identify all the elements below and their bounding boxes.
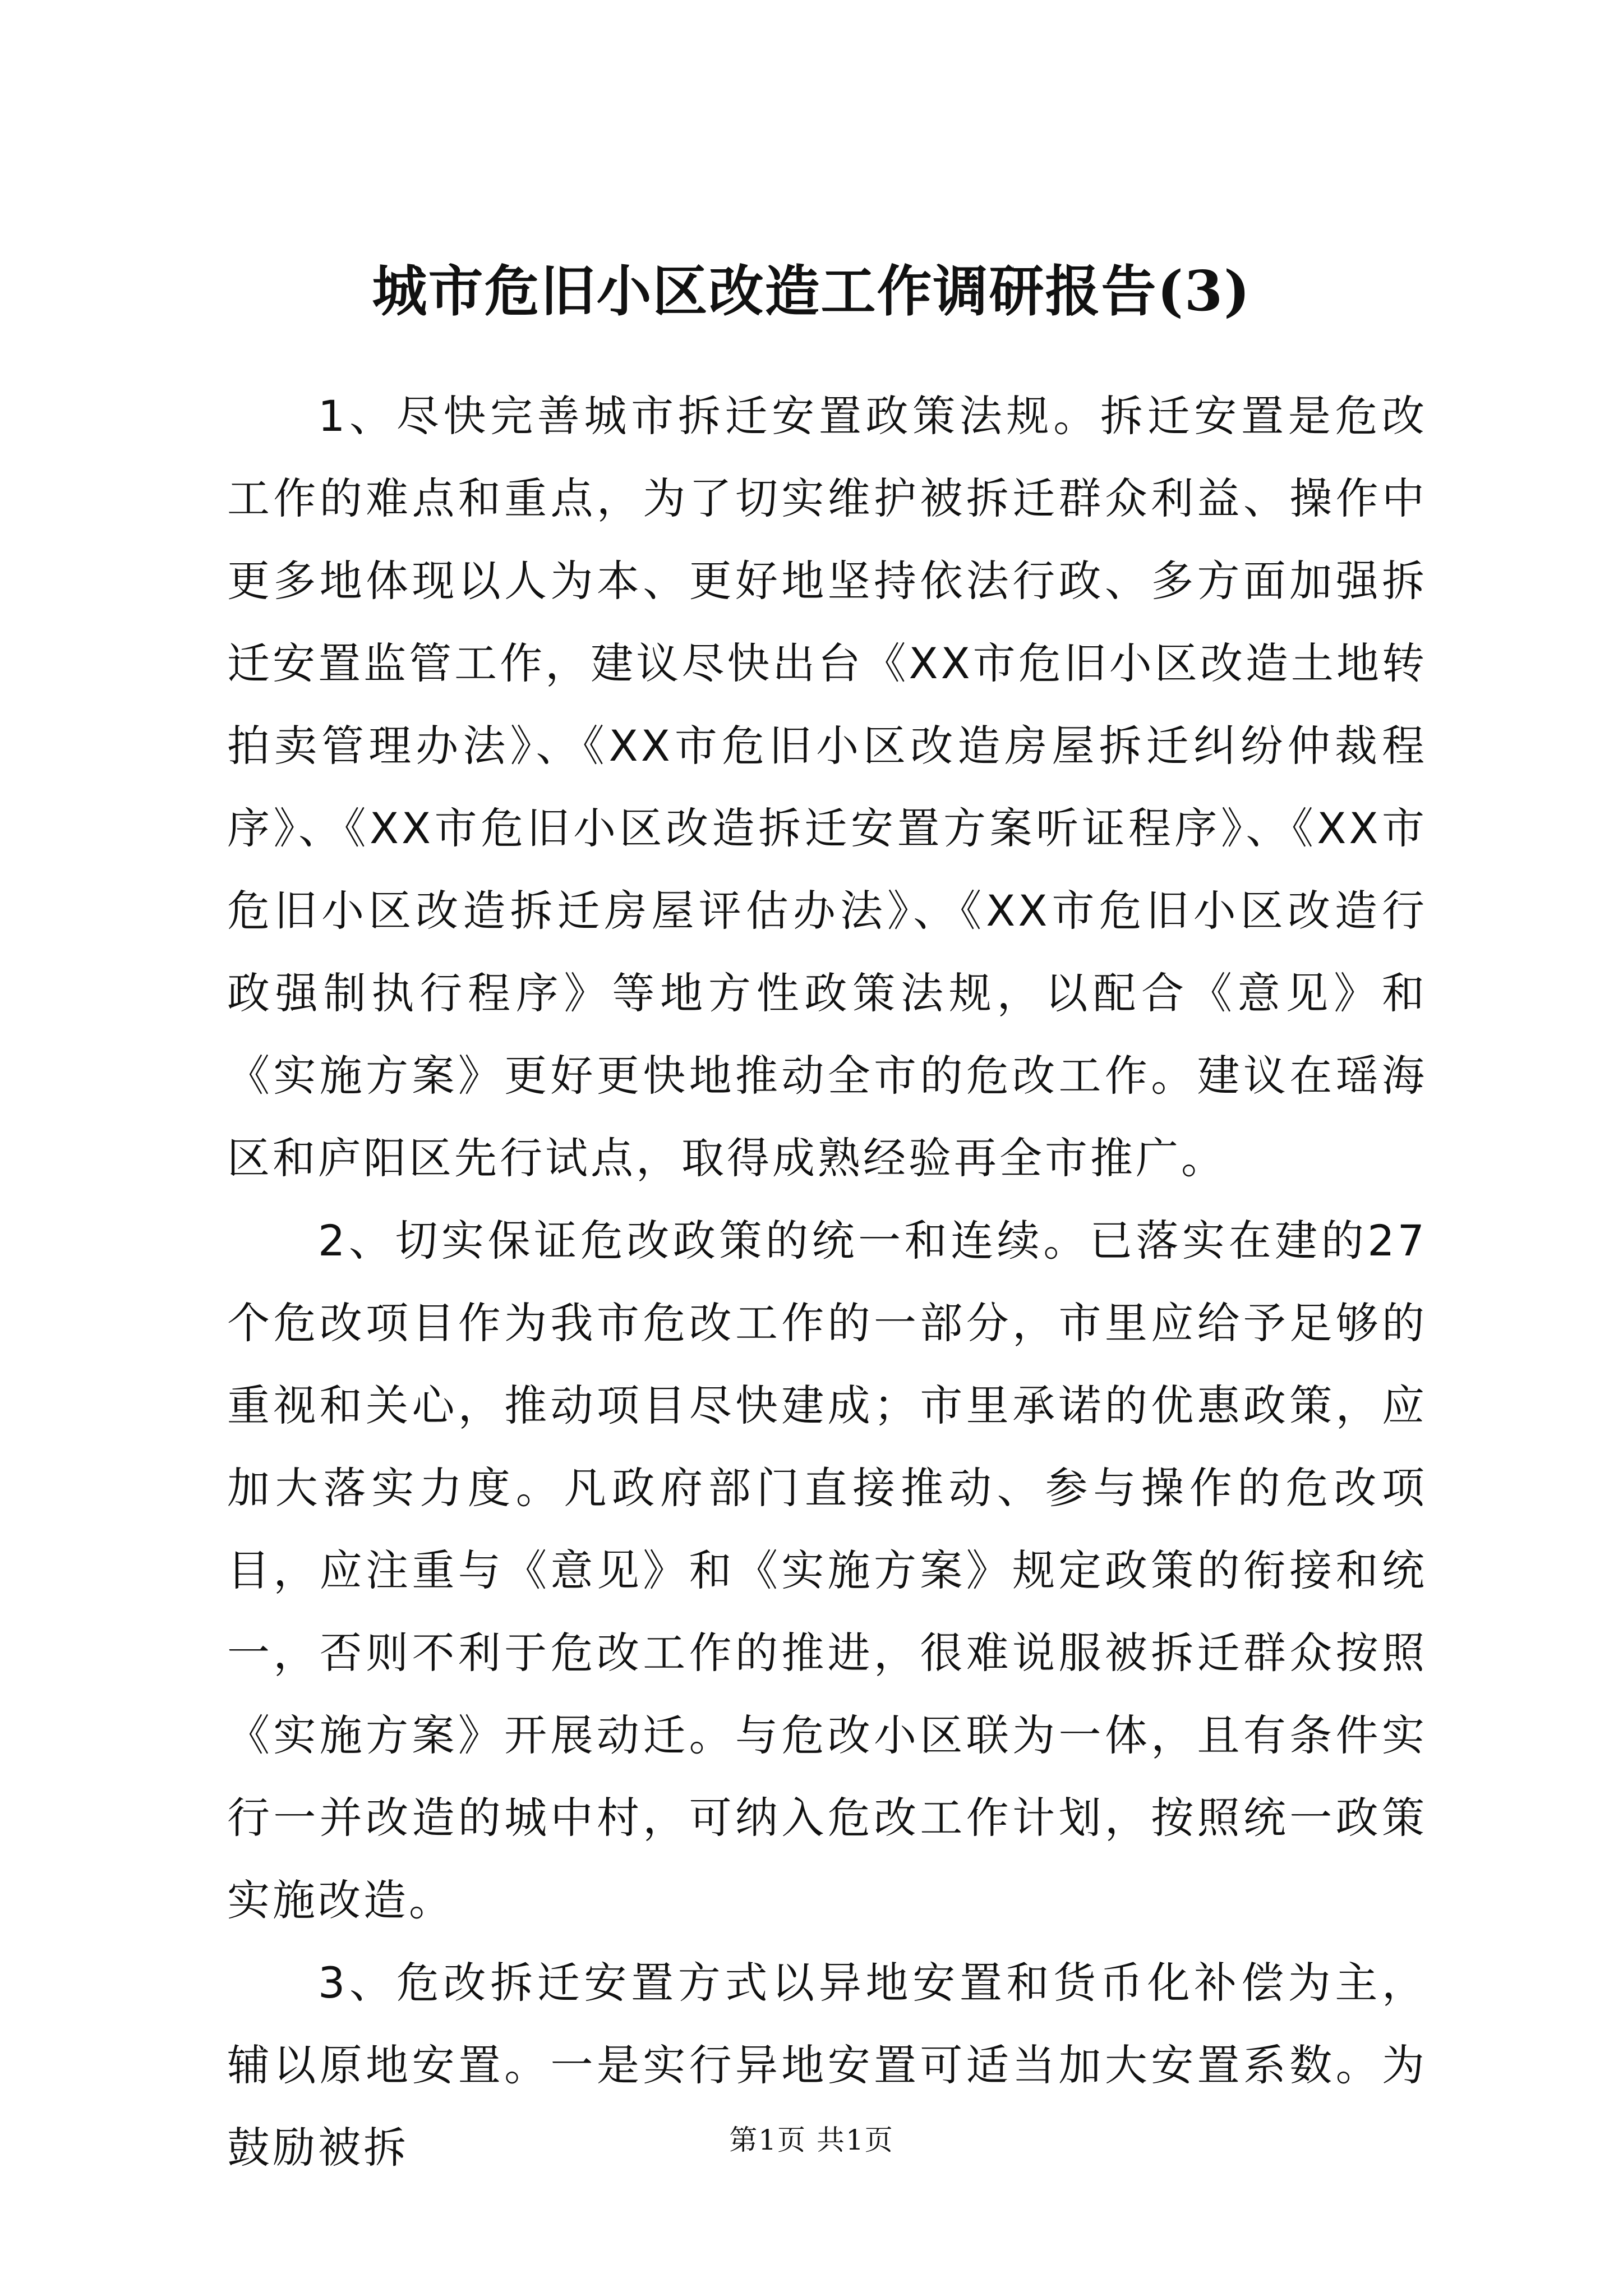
paragraph-1: 1、尽快完善城市拆迁安置政策法规。拆迁安置是危改工作的难点和重点，为了切实维护被拆迁群众利益、操作中更多地体现以人为本、更好地坚持依法行政、多方面加强拆迁安置监管工作，建议尽快出台《XX市危旧小区改造土地转拍卖管理办法》、《XX市危旧小区改造房屋拆迁纠纷仲裁程序》、《XX市危旧小区改造拆迁安置方案听证程序》、《XX市危旧小区改造拆迁房屋评估办法》、《XX市危旧小区改造行政强制执行程序》等地方性政策法规，以配合《意见》和《实施方案》更好更快地推动全市的危改工作。建议在瑶海区和庐阳区先行试点，取得成熟经验再全市推广。 bbox=[227, 391, 1427, 1183]
page-footer: 第1页 共1页 bbox=[729, 2124, 894, 2156]
paragraph-2: 2、切实保证危改政策的统一和连续。已落实在建的27个危改项目作为我市危改工作的一部分，市里应给予足够的重视和关心，推动项目尽快建成；市里承诺的优惠政策，应加大落实力度。凡政府部门直接推动、参与操作的危改项目，应注重与《意见》和《实施方案》规定政策的衔接和统一，否则不利于危改工作的推进，很难说服被拆迁群众按照《实施方案》开展动迁。与危改小区联为一体，且有条件实行一并改造的城中村，可纳入危改工作计划，按照统一政策实施改造。 bbox=[227, 1216, 1427, 1925]
document-body bbox=[227, 375, 1427, 2189]
document-title: 城市危旧小区改造工作调研报告(3) bbox=[372, 259, 1251, 324]
paragraph-3: 3、危改拆迁安置方式以异地安置和货币化补偿为主，辅以原地安置。一是实行异地安置可适当加大安置系数。为鼓励被拆 bbox=[227, 1958, 1427, 2173]
